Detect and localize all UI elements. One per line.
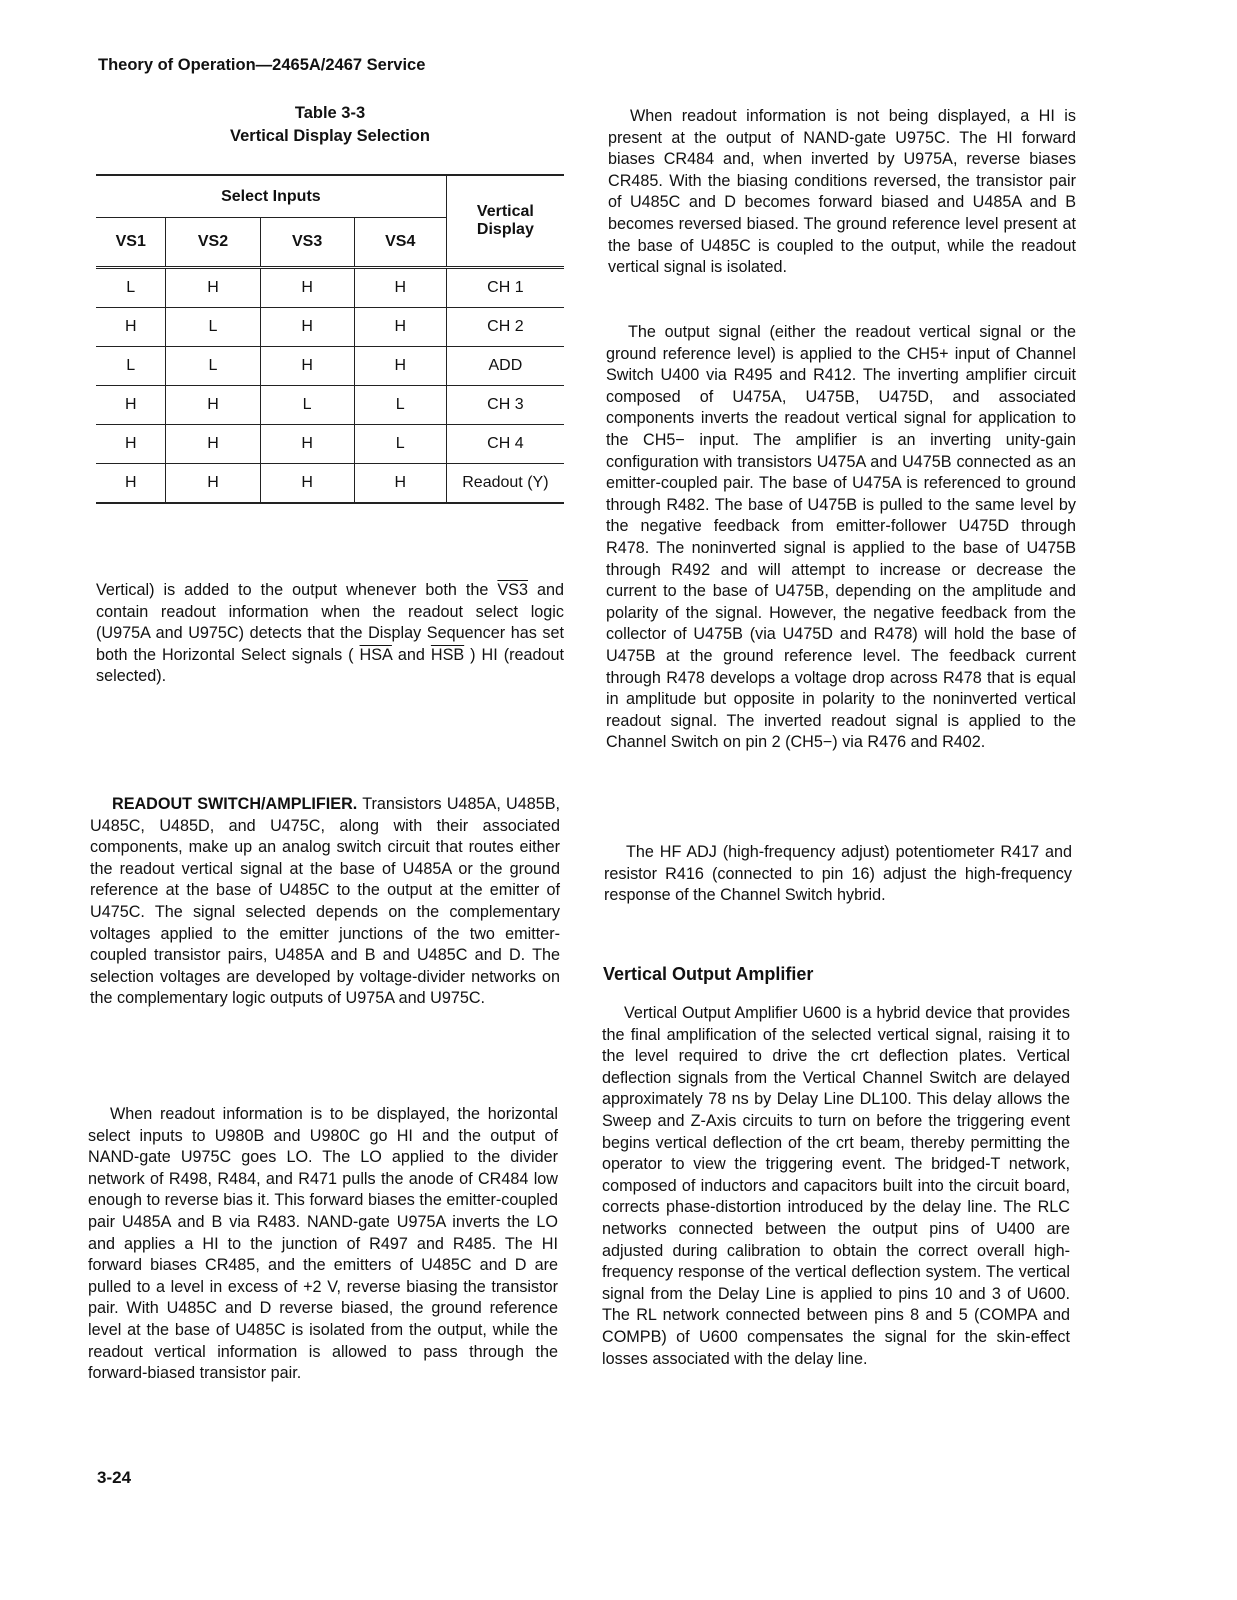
input-cell: L — [354, 425, 446, 464]
input-cell: L — [354, 386, 446, 425]
table-row — [96, 464, 564, 504]
vertical-display-table — [96, 174, 564, 504]
input-cell: H — [260, 464, 354, 504]
input-cell: H — [166, 425, 260, 464]
input-cell: L — [96, 268, 166, 308]
input-cell: L — [166, 347, 260, 386]
table-number: Table 3-3 — [294, 104, 366, 122]
vertical-header-line2: Display — [476, 221, 534, 238]
vertical-display-cell: CH 4 — [446, 425, 564, 464]
page-number: 3-24 — [97, 1468, 132, 1487]
left-paragraph-1: Vertical) is added to the output whenever both the VS3 and contain readout information when the readout select logic (U975A and U975C) detects that the Display Sequencer has set both the Horizontal Select signals ( $\overline{HSA}$ and $\overline{HSB}$ ) HI (readout selected). — [96, 581, 564, 686]
input-cell: H — [96, 464, 166, 504]
table-row — [96, 347, 564, 386]
vertical-display-cell: CH 2 — [446, 308, 564, 347]
table-row — [96, 386, 564, 425]
readout-switch-heading: READOUT SWITCH/AMPLIFIER. — [112, 795, 358, 813]
col-header-vs3: VS3 — [260, 218, 354, 268]
col-header-vs2: VS2 — [166, 218, 260, 268]
right-paragraph-3: The HF ADJ (high-frequency adjust) potentiometer R417 and resistor R416 (connected to pin 16) adjust the high-frequency response of the Channel Switch hybrid. — [604, 843, 1072, 905]
vertical-header-line1: Vertical — [476, 203, 534, 220]
hsb-signal: $\overline{HSB}$ — [430, 645, 465, 664]
input-cell: H — [354, 268, 446, 308]
input-cell: H — [166, 386, 260, 425]
input-cell: H — [354, 308, 446, 347]
input-cell: H — [260, 268, 354, 308]
input-cell: H — [260, 308, 354, 347]
input-cell: H — [166, 464, 260, 504]
vs3-signal: VS3 — [497, 581, 528, 599]
input-cell: H — [354, 464, 446, 504]
input-cell: H — [96, 425, 166, 464]
input-cell: L — [96, 347, 166, 386]
input-cell: H — [166, 268, 260, 308]
table-row — [96, 308, 564, 347]
left-paragraph-2: READOUT SWITCH/AMPLIFIER. Transistors U485A, U485B, U485C, U485D, and U475C, along with their associated components, make up an analog switch circuit that routes either the readout vertical signal at the base of U485A or the ground reference at the base of U485C to the output at the emitter of U475C. The signal selected depends on the complementary voltages applied to the emitter junctions of the two emitter-coupled transistor pairs, U485A and B and U485C and D. The selection voltages are developed by voltage-divider networks on the complementary logic outputs of U975A and U975C. — [90, 795, 560, 1008]
col-header-vs4: VS4 — [354, 218, 446, 268]
table-row — [96, 425, 564, 464]
col-header-vs1: VS1 — [96, 218, 166, 268]
right-paragraph-1: When readout information is not being displayed, a HI is present at the output of NAND-gate U975C. The HI forward biases CR484 and, when inverted by U975A, reverse biases CR485. With the biasing conditions reversed, the transistor pair of U485C and D becomes forward biased and U485A and B becomes reversed biased. The ground reference level present at the base of U485C is coupled to the output, while the readout vertical signal is isolated. — [608, 107, 1076, 277]
input-cell: L — [260, 386, 354, 425]
right-paragraph-4: Vertical Output Amplifier U600 is a hybrid device that provides the final amplification of the selected vertical signal, raising it to the level required to drive the crt deflection plates. Vertical deflection signals from the Vertical Channel Switch are delayed approximately 78 ns by Delay Line DL100. This delay allows the Sweep and Z-Axis circuits to turn on before the triggering event begins vertical deflection of the crt beam, thereby permitting the operator to view the triggering event. The bridged-T network, composed of inductors and capacitors built into the circuit board, corrects phase-distortion introduced by the delay line. The RLC networks connected between the output pins of U400 are adjusted during calibration to obtain the correct overall high-frequency response of the vertical deflection system. The vertical signal from the Delay Line is applied to pins 10 and 3 of U600. The RL network connected between pins 8 and 5 (COMPA and COMPB) of U600 compensates the signal for the skin-effect losses associated with the delay line. — [602, 1004, 1070, 1368]
input-cell: H — [96, 308, 166, 347]
vertical-display-header — [446, 175, 564, 268]
input-cell: H — [96, 386, 166, 425]
table-row — [96, 268, 564, 308]
table-title: Vertical Display Selection — [230, 127, 430, 145]
vertical-display-cell: Readout (Y) — [446, 464, 564, 504]
section-heading: Vertical Output Amplifier — [603, 964, 814, 984]
hsa-signal: $\overline{HSA}$ — [359, 645, 392, 664]
vertical-display-cell: CH 1 — [446, 268, 564, 308]
table-caption — [96, 102, 564, 148]
input-cell: L — [166, 308, 260, 347]
vertical-display-cell: ADD — [446, 347, 564, 386]
running-header: Theory of Operation—2465A/2467 Service — [98, 56, 426, 74]
select-inputs-header: Select Inputs — [96, 175, 446, 218]
vertical-display-cell: CH 3 — [446, 386, 564, 425]
right-paragraph-2: The output signal (either the readout vertical signal or the ground reference level) is applied to the CH5+ input of Channel Switch U400 via R495 and R412. The inverting amplifier circuit composed of U475A, U475B, U475D, and associated components inverts the readout vertical signal for application to the CH5− input. The amplifier is an inverting unity-gain configuration with transistors U475A and U475B connected as an emitter-coupled pair. The base of U475A is referenced to ground through R482. The base of U475B is pulled to the same level by the negative feedback from emitter-follower U475D through R478. The noninverted signal is applied to the base of U475B through R492 and will attempt to increase or decrease the current to the base of U475B, depending on the amplitude and polarity of the signal. However, the negative feedback from the collector of U475B (via U475D and R478) will hold the base of U475B at the ground reference level. The feedback current through R478 develops a voltage drop across R478 that is equal in amplitude but opposite in polarity to the noninverted vertical readout signal. The inverted readout signal is applied to the Channel Switch on pin 2 (CH5−) via R476 and R402. — [606, 323, 1076, 752]
input-cell: H — [260, 425, 354, 464]
input-cell: H — [354, 347, 446, 386]
input-cell: H — [260, 347, 354, 386]
left-paragraph-3: When readout information is to be displayed, the horizontal select inputs to U980B and U980C go HI and the output of NAND-gate U975C goes LO. The LO applied to the divider network of R498, R484, and R471 pulls the anode of CR484 low enough to reverse bias it. This forward biases the emitter-coupled pair U485A and B via R483. NAND-gate U975A inverts the LO and applies a HI to the junction of R497 and R485. The HI forward biases CR485, and the emitters of U485C and D are pulled to a level in excess of +2 V, reverse biasing the transistor pair. With U485C and D reverse biased, the ground reference level at the base of U485C is isolated from the output, while the readout vertical information is allowed to pass through the forward-biased transistor pair. — [88, 1105, 558, 1383]
